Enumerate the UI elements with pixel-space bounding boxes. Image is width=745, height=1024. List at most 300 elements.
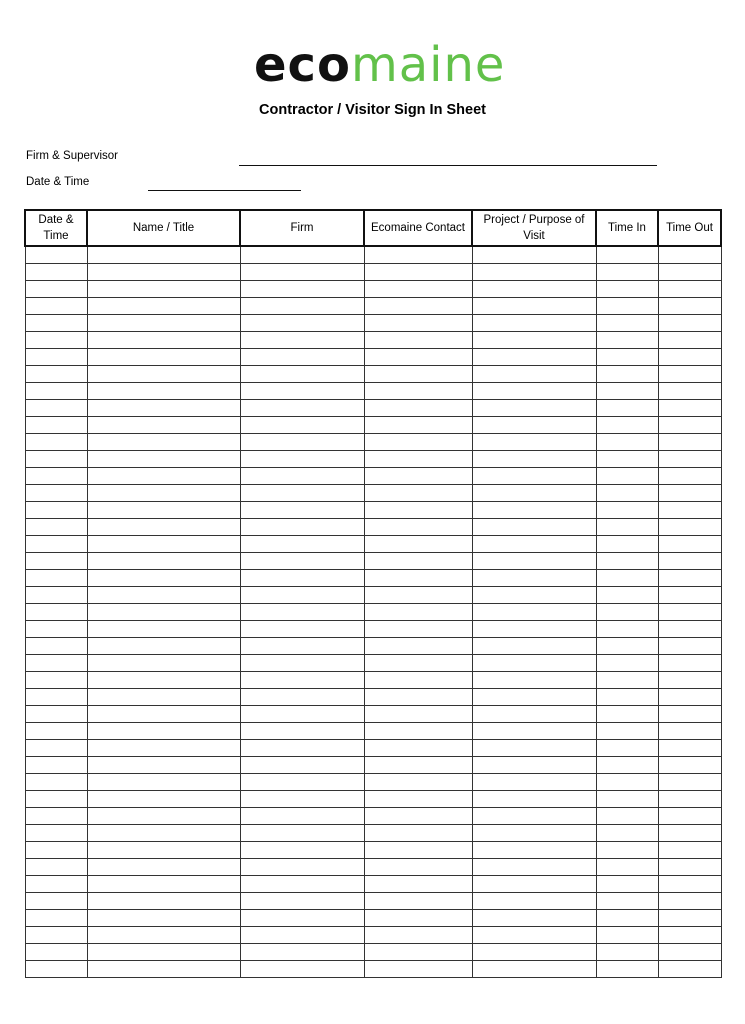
table-cell[interactable] <box>472 842 596 859</box>
table-cell[interactable] <box>240 502 364 519</box>
table-cell[interactable] <box>658 927 721 944</box>
table-cell[interactable] <box>87 298 240 315</box>
table-cell[interactable] <box>596 774 658 791</box>
table-cell[interactable] <box>240 774 364 791</box>
table-cell[interactable] <box>596 468 658 485</box>
table-cell[interactable] <box>596 349 658 366</box>
table-cell[interactable] <box>87 927 240 944</box>
table-cell[interactable] <box>596 927 658 944</box>
table-cell[interactable] <box>25 825 87 842</box>
table-cell[interactable] <box>472 944 596 961</box>
table-cell[interactable] <box>472 536 596 553</box>
table-cell[interactable] <box>596 246 658 264</box>
table-cell[interactable] <box>658 825 721 842</box>
table-cell[interactable] <box>364 246 472 264</box>
table-cell[interactable] <box>364 604 472 621</box>
table-cell[interactable] <box>364 332 472 349</box>
table-cell[interactable] <box>87 791 240 808</box>
table-cell[interactable] <box>472 808 596 825</box>
table-cell[interactable] <box>87 553 240 570</box>
table-cell[interactable] <box>596 842 658 859</box>
table-cell[interactable] <box>240 315 364 332</box>
table-cell[interactable] <box>472 519 596 536</box>
table-cell[interactable] <box>25 264 87 281</box>
table-cell[interactable] <box>472 723 596 740</box>
table-cell[interactable] <box>240 604 364 621</box>
table-cell[interactable] <box>472 366 596 383</box>
table-cell[interactable] <box>364 349 472 366</box>
table-cell[interactable] <box>658 876 721 893</box>
table-cell[interactable] <box>25 859 87 876</box>
table-cell[interactable] <box>472 757 596 774</box>
table-cell[interactable] <box>240 723 364 740</box>
table-cell[interactable] <box>364 298 472 315</box>
table-cell[interactable] <box>87 519 240 536</box>
table-cell[interactable] <box>240 944 364 961</box>
table-cell[interactable] <box>87 757 240 774</box>
table-cell[interactable] <box>364 621 472 638</box>
table-cell[interactable] <box>87 264 240 281</box>
table-cell[interactable] <box>596 502 658 519</box>
table-cell[interactable] <box>658 417 721 434</box>
table-cell[interactable] <box>240 417 364 434</box>
table-cell[interactable] <box>25 281 87 298</box>
table-cell[interactable] <box>596 672 658 689</box>
firm-supervisor-field[interactable] <box>239 165 657 166</box>
table-cell[interactable] <box>25 434 87 451</box>
table-cell[interactable] <box>25 536 87 553</box>
table-cell[interactable] <box>658 672 721 689</box>
table-cell[interactable] <box>364 451 472 468</box>
table-cell[interactable] <box>658 485 721 502</box>
table-cell[interactable] <box>25 740 87 757</box>
table-cell[interactable] <box>596 553 658 570</box>
table-cell[interactable] <box>658 655 721 672</box>
table-cell[interactable] <box>596 893 658 910</box>
table-cell[interactable] <box>472 672 596 689</box>
table-cell[interactable] <box>240 570 364 587</box>
table-cell[interactable] <box>472 451 596 468</box>
table-cell[interactable] <box>596 944 658 961</box>
table-cell[interactable] <box>596 723 658 740</box>
table-cell[interactable] <box>25 876 87 893</box>
table-cell[interactable] <box>87 587 240 604</box>
table-cell[interactable] <box>364 553 472 570</box>
table-cell[interactable] <box>658 246 721 264</box>
table-cell[interactable] <box>472 655 596 672</box>
table-cell[interactable] <box>658 740 721 757</box>
table-cell[interactable] <box>25 298 87 315</box>
table-cell[interactable] <box>87 689 240 706</box>
table-cell[interactable] <box>658 604 721 621</box>
table-cell[interactable] <box>25 774 87 791</box>
table-cell[interactable] <box>658 774 721 791</box>
table-cell[interactable] <box>364 859 472 876</box>
table-cell[interactable] <box>596 638 658 655</box>
table-cell[interactable] <box>25 706 87 723</box>
table-cell[interactable] <box>364 689 472 706</box>
table-cell[interactable] <box>364 366 472 383</box>
table-cell[interactable] <box>240 842 364 859</box>
table-cell[interactable] <box>658 689 721 706</box>
table-cell[interactable] <box>596 451 658 468</box>
table-cell[interactable] <box>364 417 472 434</box>
table-cell[interactable] <box>472 893 596 910</box>
table-cell[interactable] <box>240 383 364 400</box>
table-cell[interactable] <box>87 383 240 400</box>
table-cell[interactable] <box>596 264 658 281</box>
table-cell[interactable] <box>87 723 240 740</box>
table-cell[interactable] <box>364 519 472 536</box>
table-cell[interactable] <box>87 638 240 655</box>
table-cell[interactable] <box>472 502 596 519</box>
table-cell[interactable] <box>240 434 364 451</box>
table-cell[interactable] <box>472 791 596 808</box>
table-cell[interactable] <box>658 893 721 910</box>
table-cell[interactable] <box>87 281 240 298</box>
table-cell[interactable] <box>240 689 364 706</box>
table-cell[interactable] <box>364 264 472 281</box>
table-cell[interactable] <box>240 366 364 383</box>
table-cell[interactable] <box>25 349 87 366</box>
table-cell[interactable] <box>596 485 658 502</box>
table-cell[interactable] <box>364 740 472 757</box>
table-cell[interactable] <box>364 655 472 672</box>
table-cell[interactable] <box>472 246 596 264</box>
table-cell[interactable] <box>658 553 721 570</box>
table-cell[interactable] <box>596 757 658 774</box>
table-cell[interactable] <box>25 400 87 417</box>
table-cell[interactable] <box>25 468 87 485</box>
table-cell[interactable] <box>472 638 596 655</box>
table-cell[interactable] <box>472 281 596 298</box>
table-cell[interactable] <box>240 485 364 502</box>
table-cell[interactable] <box>87 468 240 485</box>
table-cell[interactable] <box>240 264 364 281</box>
table-cell[interactable] <box>240 349 364 366</box>
table-cell[interactable] <box>87 315 240 332</box>
table-cell[interactable] <box>25 791 87 808</box>
table-cell[interactable] <box>25 485 87 502</box>
table-cell[interactable] <box>25 961 87 978</box>
table-cell[interactable] <box>472 706 596 723</box>
table-cell[interactable] <box>364 791 472 808</box>
table-cell[interactable] <box>596 621 658 638</box>
table-cell[interactable] <box>240 961 364 978</box>
table-cell[interactable] <box>596 519 658 536</box>
table-cell[interactable] <box>658 298 721 315</box>
table-cell[interactable] <box>472 417 596 434</box>
table-cell[interactable] <box>364 723 472 740</box>
table-cell[interactable] <box>658 621 721 638</box>
table-cell[interactable] <box>240 468 364 485</box>
table-cell[interactable] <box>240 621 364 638</box>
table-cell[interactable] <box>240 791 364 808</box>
table-cell[interactable] <box>87 740 240 757</box>
table-cell[interactable] <box>596 332 658 349</box>
table-cell[interactable] <box>596 689 658 706</box>
table-cell[interactable] <box>658 383 721 400</box>
table-cell[interactable] <box>596 740 658 757</box>
table-cell[interactable] <box>25 757 87 774</box>
table-cell[interactable] <box>25 570 87 587</box>
table-cell[interactable] <box>240 519 364 536</box>
date-time-field[interactable] <box>148 190 301 191</box>
table-cell[interactable] <box>364 825 472 842</box>
table-cell[interactable] <box>240 740 364 757</box>
table-cell[interactable] <box>658 519 721 536</box>
table-cell[interactable] <box>364 400 472 417</box>
table-cell[interactable] <box>87 825 240 842</box>
table-cell[interactable] <box>596 383 658 400</box>
table-cell[interactable] <box>658 961 721 978</box>
table-cell[interactable] <box>596 825 658 842</box>
table-cell[interactable] <box>87 366 240 383</box>
table-cell[interactable] <box>658 264 721 281</box>
table-cell[interactable] <box>658 757 721 774</box>
table-cell[interactable] <box>240 655 364 672</box>
table-cell[interactable] <box>240 876 364 893</box>
table-cell[interactable] <box>240 825 364 842</box>
table-cell[interactable] <box>472 349 596 366</box>
table-cell[interactable] <box>87 434 240 451</box>
table-cell[interactable] <box>658 468 721 485</box>
table-cell[interactable] <box>472 434 596 451</box>
table-cell[interactable] <box>364 281 472 298</box>
table-cell[interactable] <box>87 774 240 791</box>
table-cell[interactable] <box>240 672 364 689</box>
table-cell[interactable] <box>364 944 472 961</box>
table-cell[interactable] <box>25 842 87 859</box>
table-cell[interactable] <box>596 570 658 587</box>
table-cell[interactable] <box>240 246 364 264</box>
table-cell[interactable] <box>87 349 240 366</box>
table-cell[interactable] <box>25 553 87 570</box>
table-cell[interactable] <box>364 910 472 927</box>
table-cell[interactable] <box>240 281 364 298</box>
table-cell[interactable] <box>87 332 240 349</box>
table-cell[interactable] <box>87 910 240 927</box>
table-cell[interactable] <box>364 706 472 723</box>
table-cell[interactable] <box>364 315 472 332</box>
table-cell[interactable] <box>658 400 721 417</box>
table-cell[interactable] <box>25 502 87 519</box>
table-cell[interactable] <box>87 400 240 417</box>
table-cell[interactable] <box>364 434 472 451</box>
table-cell[interactable] <box>240 553 364 570</box>
table-cell[interactable] <box>87 621 240 638</box>
table-cell[interactable] <box>596 961 658 978</box>
table-cell[interactable] <box>596 604 658 621</box>
table-cell[interactable] <box>596 315 658 332</box>
table-cell[interactable] <box>240 332 364 349</box>
table-cell[interactable] <box>87 485 240 502</box>
table-cell[interactable] <box>364 757 472 774</box>
table-cell[interactable] <box>658 723 721 740</box>
table-cell[interactable] <box>596 587 658 604</box>
table-cell[interactable] <box>240 757 364 774</box>
table-cell[interactable] <box>658 808 721 825</box>
table-cell[interactable] <box>658 791 721 808</box>
table-cell[interactable] <box>596 434 658 451</box>
table-cell[interactable] <box>658 638 721 655</box>
table-cell[interactable] <box>364 961 472 978</box>
table-cell[interactable] <box>472 927 596 944</box>
table-cell[interactable] <box>364 502 472 519</box>
table-cell[interactable] <box>25 944 87 961</box>
table-cell[interactable] <box>240 859 364 876</box>
table-cell[interactable] <box>596 706 658 723</box>
table-cell[interactable] <box>658 349 721 366</box>
table-cell[interactable] <box>472 961 596 978</box>
table-cell[interactable] <box>596 298 658 315</box>
table-cell[interactable] <box>364 383 472 400</box>
table-cell[interactable] <box>472 298 596 315</box>
table-cell[interactable] <box>240 706 364 723</box>
table-cell[interactable] <box>25 910 87 927</box>
table-cell[interactable] <box>364 638 472 655</box>
table-cell[interactable] <box>240 927 364 944</box>
table-cell[interactable] <box>596 281 658 298</box>
table-cell[interactable] <box>472 587 596 604</box>
table-cell[interactable] <box>87 876 240 893</box>
table-cell[interactable] <box>87 655 240 672</box>
table-cell[interactable] <box>472 332 596 349</box>
table-cell[interactable] <box>658 332 721 349</box>
table-cell[interactable] <box>596 808 658 825</box>
table-cell[interactable] <box>25 383 87 400</box>
table-cell[interactable] <box>364 876 472 893</box>
table-cell[interactable] <box>240 910 364 927</box>
table-cell[interactable] <box>240 451 364 468</box>
table-cell[interactable] <box>87 961 240 978</box>
table-cell[interactable] <box>658 587 721 604</box>
table-cell[interactable] <box>87 246 240 264</box>
table-cell[interactable] <box>472 825 596 842</box>
table-cell[interactable] <box>240 298 364 315</box>
table-cell[interactable] <box>25 689 87 706</box>
table-cell[interactable] <box>472 485 596 502</box>
table-cell[interactable] <box>596 366 658 383</box>
table-cell[interactable] <box>364 893 472 910</box>
table-cell[interactable] <box>364 587 472 604</box>
table-cell[interactable] <box>25 417 87 434</box>
table-cell[interactable] <box>364 927 472 944</box>
table-cell[interactable] <box>240 638 364 655</box>
table-cell[interactable] <box>658 451 721 468</box>
table-cell[interactable] <box>25 451 87 468</box>
table-cell[interactable] <box>25 893 87 910</box>
table-cell[interactable] <box>364 808 472 825</box>
table-cell[interactable] <box>87 570 240 587</box>
table-cell[interactable] <box>472 621 596 638</box>
table-cell[interactable] <box>25 655 87 672</box>
table-cell[interactable] <box>596 859 658 876</box>
table-cell[interactable] <box>25 927 87 944</box>
table-cell[interactable] <box>658 281 721 298</box>
table-cell[interactable] <box>472 604 596 621</box>
table-cell[interactable] <box>472 553 596 570</box>
table-cell[interactable] <box>364 485 472 502</box>
table-cell[interactable] <box>596 876 658 893</box>
table-cell[interactable] <box>658 570 721 587</box>
table-cell[interactable] <box>658 434 721 451</box>
table-cell[interactable] <box>240 400 364 417</box>
table-cell[interactable] <box>364 672 472 689</box>
table-cell[interactable] <box>87 706 240 723</box>
table-cell[interactable] <box>240 587 364 604</box>
table-cell[interactable] <box>87 842 240 859</box>
table-cell[interactable] <box>364 536 472 553</box>
table-cell[interactable] <box>87 417 240 434</box>
table-cell[interactable] <box>658 366 721 383</box>
table-cell[interactable] <box>25 604 87 621</box>
table-cell[interactable] <box>472 740 596 757</box>
table-cell[interactable] <box>596 417 658 434</box>
table-cell[interactable] <box>25 638 87 655</box>
table-cell[interactable] <box>472 383 596 400</box>
table-cell[interactable] <box>25 808 87 825</box>
table-cell[interactable] <box>25 587 87 604</box>
table-cell[interactable] <box>472 315 596 332</box>
table-cell[interactable] <box>596 400 658 417</box>
table-cell[interactable] <box>25 621 87 638</box>
table-cell[interactable] <box>472 859 596 876</box>
table-cell[interactable] <box>87 536 240 553</box>
table-cell[interactable] <box>472 570 596 587</box>
table-cell[interactable] <box>25 672 87 689</box>
table-cell[interactable] <box>87 859 240 876</box>
table-cell[interactable] <box>658 944 721 961</box>
table-cell[interactable] <box>472 910 596 927</box>
table-cell[interactable] <box>658 910 721 927</box>
table-cell[interactable] <box>240 893 364 910</box>
table-cell[interactable] <box>658 706 721 723</box>
table-cell[interactable] <box>658 536 721 553</box>
table-cell[interactable] <box>87 604 240 621</box>
table-cell[interactable] <box>25 366 87 383</box>
table-cell[interactable] <box>25 246 87 264</box>
table-cell[interactable] <box>25 519 87 536</box>
table-cell[interactable] <box>472 400 596 417</box>
table-cell[interactable] <box>364 468 472 485</box>
table-cell[interactable] <box>364 774 472 791</box>
table-cell[interactable] <box>472 689 596 706</box>
table-cell[interactable] <box>25 315 87 332</box>
table-cell[interactable] <box>658 502 721 519</box>
table-cell[interactable] <box>658 842 721 859</box>
table-cell[interactable] <box>87 808 240 825</box>
table-cell[interactable] <box>596 910 658 927</box>
table-cell[interactable] <box>240 808 364 825</box>
table-cell[interactable] <box>596 655 658 672</box>
table-cell[interactable] <box>472 264 596 281</box>
table-cell[interactable] <box>87 451 240 468</box>
table-cell[interactable] <box>658 859 721 876</box>
table-cell[interactable] <box>472 876 596 893</box>
table-cell[interactable] <box>25 332 87 349</box>
table-cell[interactable] <box>364 570 472 587</box>
table-cell[interactable] <box>472 468 596 485</box>
table-cell[interactable] <box>658 315 721 332</box>
table-cell[interactable] <box>472 774 596 791</box>
table-cell[interactable] <box>87 893 240 910</box>
table-cell[interactable] <box>87 672 240 689</box>
table-cell[interactable] <box>596 536 658 553</box>
table-cell[interactable] <box>596 791 658 808</box>
table-cell[interactable] <box>87 944 240 961</box>
table-cell[interactable] <box>25 723 87 740</box>
